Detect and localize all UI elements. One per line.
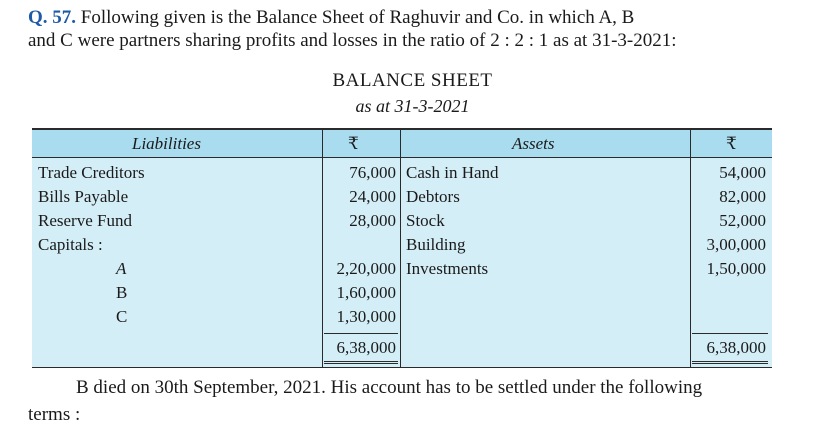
column-divider — [690, 130, 691, 367]
total-rule — [324, 333, 398, 334]
asset-amount: 82,000 — [719, 187, 766, 206]
liability-label: Capitals : — [38, 235, 103, 254]
asset-amount: 54,000 — [719, 163, 766, 182]
asset-amount: 3,00,000 — [706, 235, 766, 254]
asset-amount: 1,50,000 — [706, 259, 766, 278]
liability-amount: 2,20,000 — [336, 259, 396, 278]
liability-amount: 76,000 — [349, 163, 396, 182]
column-divider — [322, 130, 323, 367]
header-liab-currency: ₹ — [348, 134, 359, 153]
liability-label: Bills Payable — [38, 187, 129, 206]
total-assets: 6,38,000 — [706, 338, 766, 357]
question-line-1: Following given is the Balance Sheet of Raghuvir and Co. in which A, B — [80, 7, 635, 28]
balance-sheet-date: as at 31-3-2021 — [355, 96, 470, 116]
balance-sheet-title: BALANCE SHEET — [332, 70, 493, 91]
asset-label: Building — [406, 235, 466, 254]
liability-amount: 1,30,000 — [336, 307, 396, 326]
asset-label: Investments — [406, 259, 489, 278]
asset-label: Stock — [406, 211, 445, 230]
liability-amount: 24,000 — [349, 187, 396, 206]
footer-line-1: B died on 30th September, 2021. His account has to be settled under the following — [76, 377, 703, 398]
question-number: Q. 57. — [28, 7, 77, 28]
partner-label: B — [116, 283, 128, 302]
footer-text — [28, 374, 803, 428]
liability-label: Trade Creditors — [38, 163, 145, 182]
total-liabilities: 6,38,000 — [336, 338, 396, 357]
partner-label: A — [116, 259, 127, 278]
column-divider — [400, 130, 401, 367]
asset-label: Cash in Hand — [406, 163, 499, 182]
asset-amount: 52,000 — [719, 211, 766, 230]
header-assets: Assets — [512, 134, 555, 153]
total-double-rule — [324, 361, 398, 364]
liability-label: Reserve Fund — [38, 211, 132, 230]
liability-amount: 1,60,000 — [336, 283, 396, 302]
header-liabilities: Liabilities — [132, 134, 201, 153]
table-header — [32, 130, 772, 158]
question-text — [28, 6, 803, 52]
header-asset-currency: ₹ — [726, 134, 737, 153]
liability-amount: 28,000 — [349, 211, 396, 230]
asset-label: Debtors — [406, 187, 460, 206]
partner-label: C — [116, 307, 128, 326]
total-double-rule — [692, 361, 768, 364]
question-line-2: and C were partners sharing profits and losses in the ratio of 2 : 2 : 1 as at 31-3-2021: — [28, 30, 677, 51]
balance-sheet-table — [32, 128, 772, 368]
total-rule — [692, 333, 768, 334]
footer-line-2: terms : — [28, 404, 81, 425]
